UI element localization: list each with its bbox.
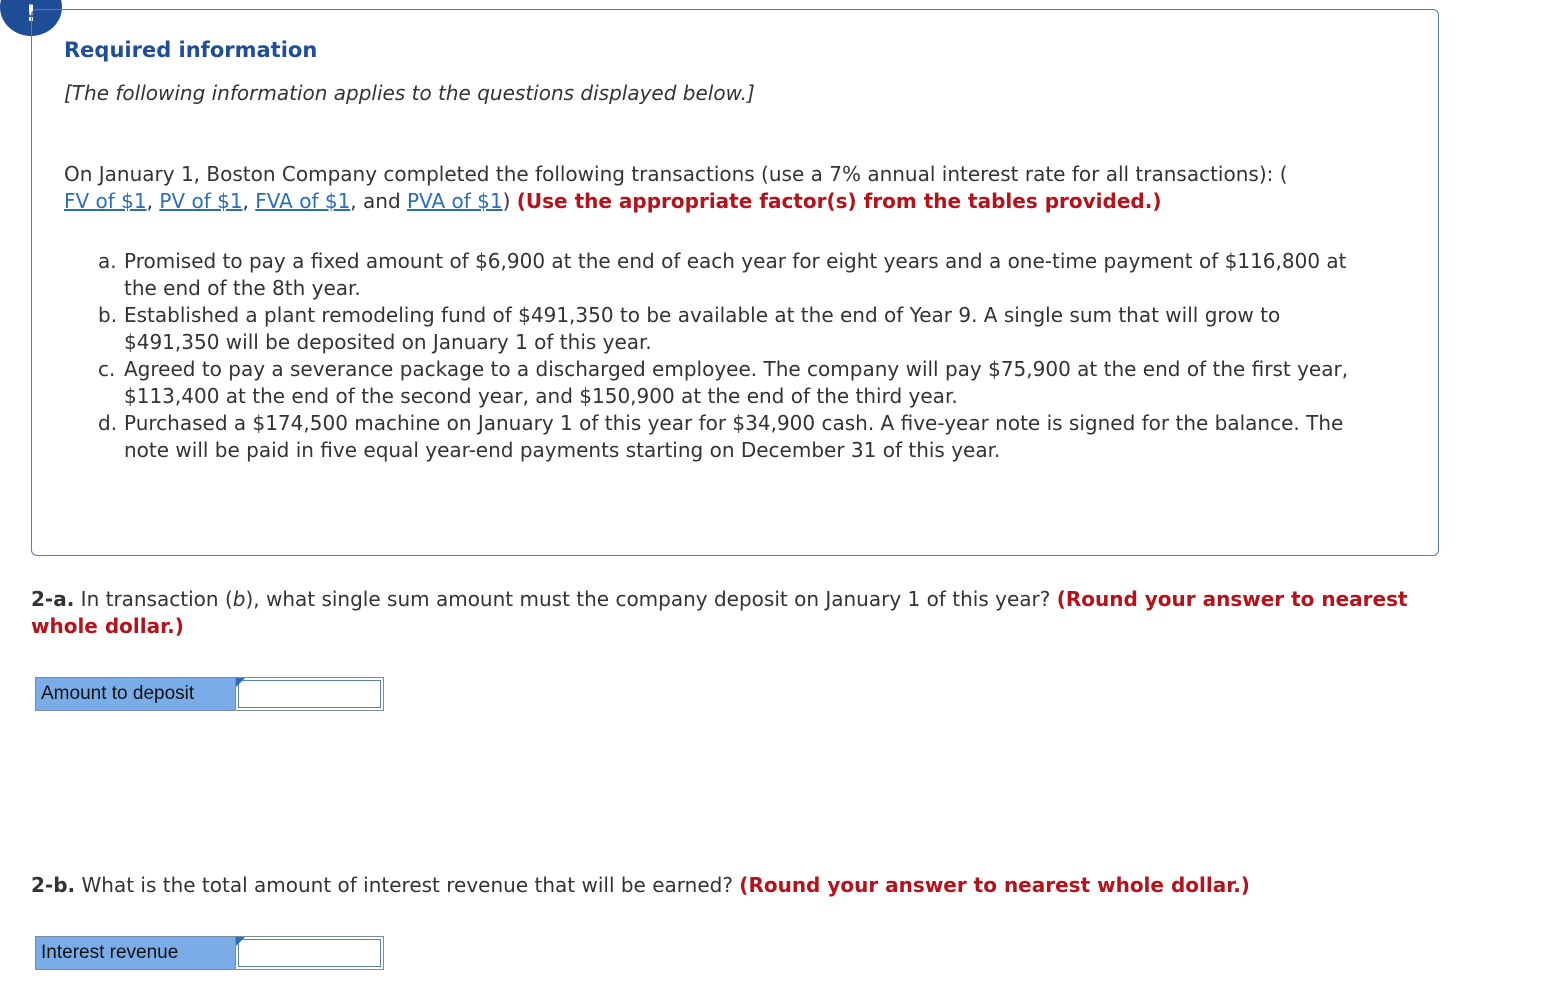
item-letter: c.	[98, 357, 116, 381]
answer-row-amount-to-deposit	[35, 677, 384, 711]
item-letter: b.	[98, 303, 118, 327]
intro-paragraph: On January 1, Boston Company completed the following transactions (use a 7% annual interest rate for all transactions): ( FV of $1, PV of $1, FVA of $1, and PVA of $1) (Use the appropriate factor(s) from the tables provided.)	[64, 162, 1288, 213]
answer-cell	[236, 678, 383, 710]
pva-of-1-link[interactable]: PVA of $1	[407, 189, 503, 213]
corner-flag-icon	[236, 937, 245, 946]
item-text: Agreed to pay a severance package to a discharged employee. The company will pay $75,900 at the end of the first year, $113,400 at the end of the second year, and $150,900 at the end of the third year.	[124, 357, 1349, 408]
item-letter: d.	[98, 411, 118, 435]
exclamation-icon: !	[0, 0, 62, 36]
item-text: Purchased a $174,500 machine on January 1 of this year for $34,900 cash. A five-year note is signed for the balance. The note will be paid in five equal year-end payments starting on December 31 of this year.	[124, 411, 1344, 462]
rounding-instruction: (Round your answer to nearest whole dollar.)	[31, 587, 1408, 638]
factor-instruction: (Use the appropriate factor(s) from the tables provided.)	[516, 189, 1162, 213]
fv-of-1-link[interactable]: FV of $1	[64, 189, 147, 213]
transaction-list	[98, 248, 1368, 464]
item-text: Established a plant remodeling fund of $491,350 to be available at the end of Year 9. A single sum that will grow to $491,350 will be deposited on January 1 of this year.	[124, 303, 1281, 354]
transaction-item-d	[98, 410, 1368, 464]
pv-of-1-link[interactable]: PV of $1	[159, 189, 243, 213]
transaction-item-a	[98, 248, 1368, 302]
item-text: Promised to pay a fixed amount of $6,900 at the end of each year for eight years and a one-time payment of $116,800 at the end of the 8th year.	[124, 249, 1347, 300]
item-letter: a.	[98, 249, 117, 273]
rounding-instruction: (Round your answer to nearest whole dollar.)	[739, 873, 1250, 897]
answer-cell	[236, 937, 383, 969]
intro-text: On January 1, Boston Company completed the following transactions (use a 7% annual interest rate for all transactions): (	[64, 162, 1288, 186]
corner-flag-icon	[236, 678, 245, 687]
info-title: Required information	[64, 38, 318, 62]
answer-row-interest-revenue	[35, 936, 384, 970]
question-number: 2-b.	[31, 873, 76, 897]
transaction-item-b	[98, 302, 1368, 356]
info-subtitle: [The following information applies to the questions displayed below.]	[64, 81, 755, 105]
answer-label: Interest revenue	[36, 937, 236, 969]
question-number: 2-a.	[31, 587, 75, 611]
question-2b: 2-b. What is the total amount of interest revenue that will be earned? (Round your answer to nearest whole dollar.)	[31, 873, 1250, 897]
transaction-item-c	[98, 356, 1368, 410]
interest-revenue-input[interactable]	[238, 939, 381, 967]
answer-label: Amount to deposit	[36, 678, 236, 710]
amount-to-deposit-input[interactable]	[238, 680, 381, 708]
question-2a: 2-a. In transaction (b), what single sum amount must the company deposit on January 1 of this year? (Round your answer to nearest whole dollar.)	[31, 587, 1408, 638]
fva-of-1-link[interactable]: FVA of $1	[255, 189, 351, 213]
